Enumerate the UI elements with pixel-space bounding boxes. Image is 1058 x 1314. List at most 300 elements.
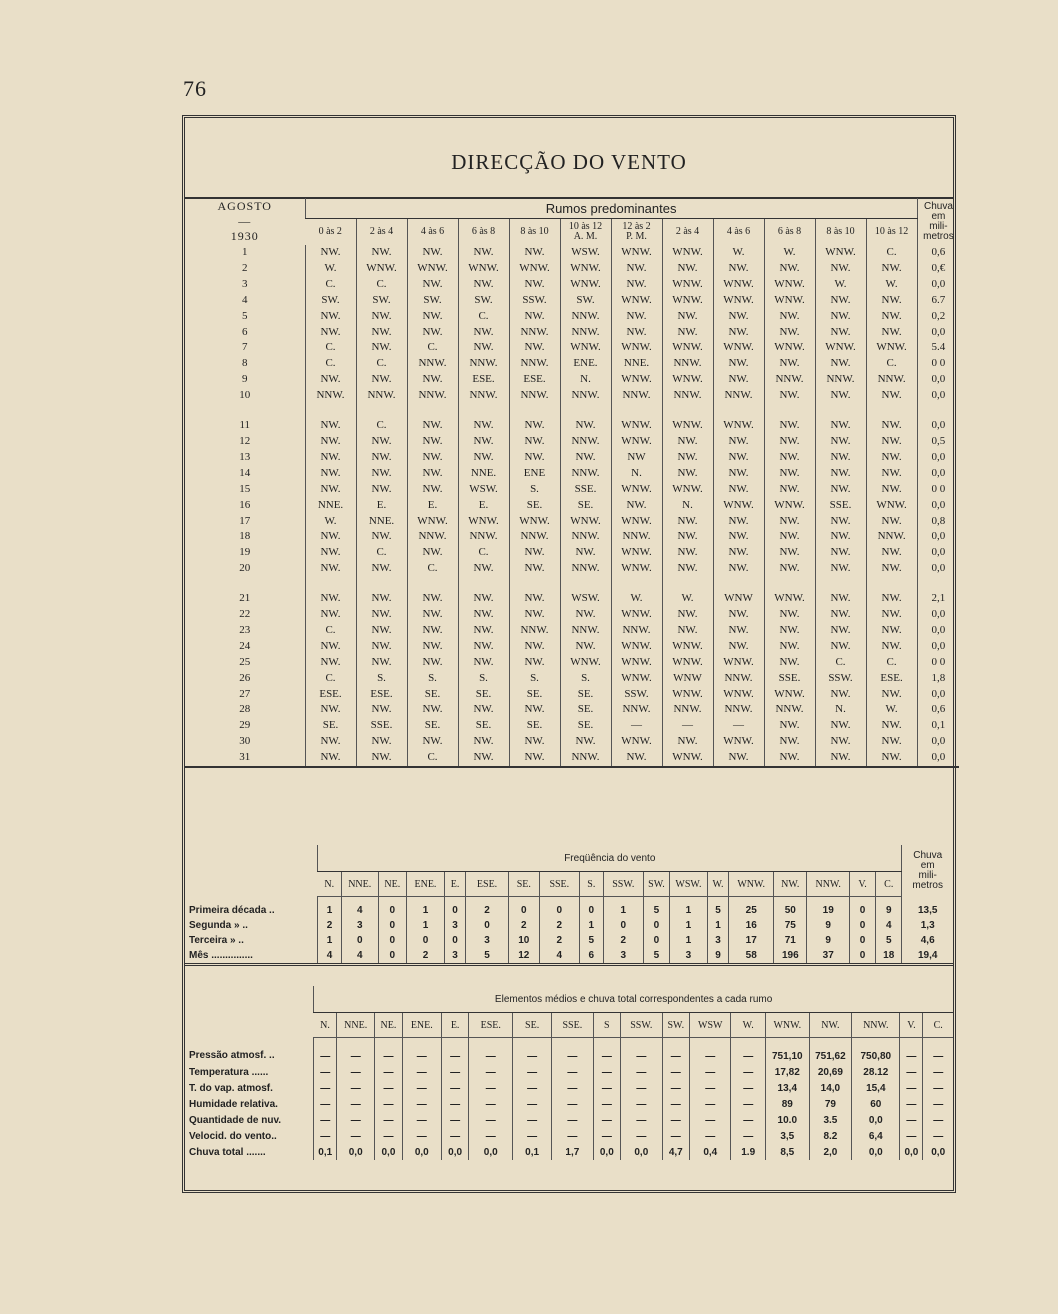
wind-cell: NW. (815, 418, 866, 434)
wind-cell: NW. (305, 450, 356, 466)
direction-header: WNW. (729, 872, 774, 897)
wind-cell: NW. (407, 450, 458, 466)
period-header (662, 219, 713, 246)
wind-cell: NW. (866, 750, 917, 767)
wind-cell: NW. (866, 293, 917, 309)
elements-cell: — (923, 1080, 953, 1096)
day-cell: 26 (239, 671, 251, 684)
gap-cell (458, 577, 509, 591)
row-label: Segunda » .. (189, 920, 248, 931)
day-cell: 1 (242, 246, 248, 258)
wind-cell: NW. (713, 514, 764, 530)
period-header-line: 0 às 2 (318, 226, 342, 237)
wind-cell: WNW. (764, 498, 815, 514)
wind-cell: NW. (662, 623, 713, 639)
elements-cell: — (469, 1080, 513, 1096)
frequency-table (185, 845, 953, 966)
rain-cell: 0,0 (917, 418, 959, 434)
wind-cell: NW. (356, 245, 407, 261)
wind-cell: WNW. (815, 245, 866, 261)
wind-cell: NW. (305, 561, 356, 577)
month-label: AGOSTO (217, 199, 272, 213)
wind-cell: NW. (356, 466, 407, 482)
elements-cell: — (731, 1080, 765, 1096)
wind-cell: SSE. (560, 482, 611, 498)
gap-cell (764, 404, 815, 418)
wind-cell: WNW. (560, 340, 611, 356)
elements-cell: 10.0 (765, 1112, 809, 1128)
table-row (185, 623, 959, 639)
wind-cell: WNW. (611, 434, 662, 450)
direction-header: SE. (513, 1013, 552, 1038)
day-cell: 19 (239, 546, 251, 559)
frequency-cell: 0 (444, 933, 465, 948)
wind-cell: E. (458, 498, 509, 514)
elements-cell: — (662, 1112, 690, 1128)
day-cell: 28 (239, 703, 251, 716)
wind-cell: NW. (764, 545, 815, 561)
day-cell: 7 (242, 341, 248, 354)
wind-cell: WNW. (713, 687, 764, 703)
gap-cell (356, 404, 407, 418)
wind-cell: NW. (458, 639, 509, 655)
wind-cell: SW. (458, 293, 509, 309)
wind-cell: S. (356, 671, 407, 687)
wind-cell: WNW. (611, 545, 662, 561)
wind-cell: NW. (815, 325, 866, 341)
row-label: Pressão atmosf. .. (189, 1050, 275, 1062)
wind-cell: NNW. (611, 529, 662, 545)
wind-cell: NW. (305, 245, 356, 261)
direction-header: E. (441, 1013, 469, 1038)
rain-cell: 0,5 (917, 434, 959, 450)
wind-cell: C. (356, 418, 407, 434)
title-row (185, 118, 953, 199)
wind-cell: NNW. (458, 529, 509, 545)
rain-cell: 0,0 (917, 388, 959, 404)
wind-cell: NW. (458, 607, 509, 623)
elements-cell: — (314, 1112, 337, 1128)
elements-cell: 1,7 (552, 1144, 593, 1160)
wind-cell: WNW. (662, 245, 713, 261)
elements-cell: 28.12 (852, 1064, 900, 1080)
wind-cell: NW. (764, 418, 815, 434)
wind-cell: SSE. (815, 498, 866, 514)
wind-cell: NW. (458, 561, 509, 577)
direction-header: NE. (375, 1013, 403, 1038)
wind-cell: NW. (458, 434, 509, 450)
wind-cell: WNW. (662, 372, 713, 388)
rain-cell: 1,8 (917, 671, 959, 687)
wind-cell: NNW. (509, 356, 560, 372)
wind-cell: NW. (662, 734, 713, 750)
frequency-cell: 1 (669, 897, 707, 919)
wind-cell: SE. (458, 687, 509, 703)
wind-cell: NW. (815, 434, 866, 450)
decade-gap (185, 404, 959, 418)
wind-cell: NW. (866, 718, 917, 734)
wind-cell: NW. (815, 561, 866, 577)
frequency-cell: 16 (729, 918, 774, 933)
table-row (185, 655, 959, 671)
rain-cell: 5.4 (917, 340, 959, 356)
row-label: Primeira década .. (189, 904, 275, 916)
direction-header: ESE. (466, 872, 509, 897)
wind-cell: NW. (662, 309, 713, 325)
frequency-cell: 0 (407, 933, 445, 948)
wind-cell: NW. (356, 591, 407, 607)
elements-cell: 14,0 (809, 1080, 852, 1096)
elements-cell: — (593, 1128, 621, 1144)
elements-cell: — (552, 1096, 593, 1112)
wind-cell: NW. (356, 340, 407, 356)
wind-cell: NW. (764, 325, 815, 341)
row-label: Humidade relativa. (189, 1098, 278, 1110)
wind-cell: NW. (662, 561, 713, 577)
wind-cell: NW. (356, 734, 407, 750)
elements-cell: — (621, 1128, 662, 1144)
gap-cell (407, 577, 458, 591)
wind-cell: NW. (560, 450, 611, 466)
rain-cell: 0,0 (917, 372, 959, 388)
rain-cell: 0,8 (917, 514, 959, 530)
frequency-title: Freqüência do vento (318, 845, 902, 872)
elements-cell: — (900, 1080, 923, 1096)
wind-cell: NW. (815, 607, 866, 623)
wind-cell: WNW. (356, 261, 407, 277)
wind-cell: NW. (866, 561, 917, 577)
gap-cell (713, 577, 764, 591)
wind-cell: WNW. (713, 293, 764, 309)
wind-cell: NW. (815, 734, 866, 750)
wind-cell: ESE. (866, 671, 917, 687)
direction-header: NNE. (337, 1013, 375, 1038)
elements-cell: — (402, 1038, 441, 1065)
wind-cell: C. (458, 545, 509, 561)
wind-cell: NW. (305, 591, 356, 607)
wind-cell: NW. (509, 639, 560, 655)
frequency-cell: 1 (318, 897, 342, 919)
wind-cell: NW. (356, 309, 407, 325)
day-cell: 5 (242, 309, 248, 322)
wind-cell: NW. (764, 639, 815, 655)
frequency-cell: 4 (341, 948, 378, 965)
rain-header-line: mili- (918, 869, 937, 881)
table-row (185, 529, 959, 545)
direction-header: SW. (643, 872, 669, 897)
wind-cell: S. (407, 671, 458, 687)
frequency-cell: 0 (378, 918, 406, 933)
elements-cell: — (662, 1064, 690, 1080)
wind-cell: NW. (815, 639, 866, 655)
frequency-cell: 3 (341, 918, 378, 933)
wind-cell: SSE. (356, 718, 407, 734)
wind-cell: ESE. (305, 687, 356, 703)
rain-cell: 0,6 (917, 702, 959, 718)
wind-cell: NW. (560, 545, 611, 561)
gap-cell (356, 577, 407, 591)
day-cell: 16 (239, 498, 251, 511)
wind-cell: WNW. (662, 687, 713, 703)
direction-header: ESE. (469, 1013, 513, 1038)
wind-cell: C. (815, 655, 866, 671)
rain-cell: 0,1 (917, 718, 959, 734)
period-header-line: 10 às 12 (568, 221, 603, 232)
wind-cell: SSW. (815, 671, 866, 687)
wind-cell: W. (764, 245, 815, 261)
year-label: 1930 (230, 229, 259, 243)
wind-cell: NW. (662, 466, 713, 482)
wind-cell: NW. (866, 687, 917, 703)
wind-cell: W. (866, 702, 917, 718)
elements-cell: — (731, 1112, 765, 1128)
wind-cell: NW. (407, 418, 458, 434)
wind-cell: NW. (305, 466, 356, 482)
wind-cell: WNW. (458, 261, 509, 277)
day-cell: 3 (242, 277, 248, 290)
elements-cell: 17,82 (765, 1064, 809, 1080)
elements-cell: — (375, 1112, 403, 1128)
gap-cell (305, 404, 356, 418)
gap-cell (815, 577, 866, 591)
frequency-cell: 3 (466, 933, 509, 948)
wind-cell: SE. (407, 687, 458, 703)
rain-header-line: metros (923, 230, 954, 242)
wind-cell: NW. (866, 261, 917, 277)
wind-cell: NW. (662, 261, 713, 277)
wind-cell: NW. (866, 607, 917, 623)
wind-cell: WNW (713, 591, 764, 607)
wind-cell: NW. (764, 623, 815, 639)
wind-cell: C. (866, 356, 917, 372)
rain-cell: 0 0 (917, 356, 959, 372)
table-row (185, 545, 959, 561)
wind-cell: NW. (866, 545, 917, 561)
day-cell: 30 (239, 735, 251, 748)
elements-cell: — (552, 1038, 593, 1065)
elements-cell: — (402, 1112, 441, 1128)
elements-cell: — (552, 1128, 593, 1144)
wind-cell: NW. (713, 434, 764, 450)
elements-cell: — (402, 1128, 441, 1144)
wind-cell: NW. (458, 418, 509, 434)
frequency-cell: 2 (508, 918, 539, 933)
elements-row (185, 1064, 953, 1080)
wind-cell: WNW. (866, 340, 917, 356)
wind-cell: WNW. (458, 514, 509, 530)
elements-cell: — (621, 1112, 662, 1128)
elements-cell: — (923, 1112, 953, 1128)
wind-cell: NW. (458, 734, 509, 750)
wind-cell: NW. (407, 655, 458, 671)
elements-cell: — (731, 1064, 765, 1080)
elements-cell: — (375, 1080, 403, 1096)
table-row (185, 372, 959, 388)
frequency-cell: 2 (407, 948, 445, 965)
wind-cell: NNE. (305, 498, 356, 514)
wind-cell: SE. (407, 718, 458, 734)
wind-cell: NW. (458, 340, 509, 356)
wind-cell: NW. (815, 450, 866, 466)
wind-cell: WNW. (662, 750, 713, 767)
elements-row (185, 1144, 953, 1160)
wind-cell: NNE. (356, 514, 407, 530)
direction-header: NNW. (807, 872, 850, 897)
table-row (185, 356, 959, 372)
gap-cell (866, 404, 917, 418)
wind-cell: ESE. (458, 372, 509, 388)
elements-cell: — (900, 1112, 923, 1128)
period-header (713, 219, 764, 246)
wind-cell: NW. (611, 750, 662, 767)
wind-cell: WSW. (560, 591, 611, 607)
wind-cell: NNW. (560, 388, 611, 404)
wind-cell: WNW. (713, 340, 764, 356)
wind-cell: WNW. (509, 514, 560, 530)
elements-cell: — (690, 1080, 731, 1096)
frequency-cell: 1 (603, 897, 643, 919)
wind-cell: WNW. (611, 561, 662, 577)
elements-cell: — (690, 1064, 731, 1080)
row-label: T. do vap. atmosf. (189, 1082, 273, 1094)
elements-cell: — (513, 1128, 552, 1144)
table-row (185, 514, 959, 530)
wind-cell: E. (356, 498, 407, 514)
wind-cell: WNW. (611, 639, 662, 655)
frequency-cell: 17 (729, 933, 774, 948)
frequency-cell: 0 (643, 933, 669, 948)
wind-cell: NNW. (509, 388, 560, 404)
elements-cell: 0,0 (375, 1144, 403, 1160)
wind-cell: NNW. (560, 325, 611, 341)
elements-cell: — (621, 1080, 662, 1096)
elements-cell: — (513, 1080, 552, 1096)
wind-cell: S. (560, 671, 611, 687)
wind-cell: NW. (866, 482, 917, 498)
wind-cell: NW. (407, 325, 458, 341)
wind-cell: NNW. (407, 356, 458, 372)
day-cell: 13 (239, 450, 251, 463)
frequency-cell: 0 (850, 933, 876, 948)
frequency-corner (185, 845, 318, 897)
rain-header-line: em (920, 859, 935, 871)
day-cell: 22 (239, 608, 251, 621)
rain-header-line: Chuva (923, 200, 953, 212)
gap-cell (407, 404, 458, 418)
wind-cell: WNW. (611, 655, 662, 671)
frequency-cell: 0 (378, 897, 406, 919)
wind-cell: C. (458, 309, 509, 325)
wind-cell: WNW. (764, 340, 815, 356)
wind-cell: NW. (764, 482, 815, 498)
frequency-cell: 9 (807, 918, 850, 933)
wind-cell: NW. (866, 450, 917, 466)
wind-cell: NW. (866, 623, 917, 639)
period-header-line: 4 às 6 (420, 226, 445, 237)
wind-cell: NW. (764, 466, 815, 482)
wind-cell: NW. (764, 607, 815, 623)
month-header (185, 198, 305, 245)
frequency-cell: 3 (669, 948, 707, 965)
wind-cell: NW. (356, 639, 407, 655)
wind-cell: NW. (560, 607, 611, 623)
wind-cell: NW. (407, 434, 458, 450)
row-label: Chuva total ....... (189, 1146, 266, 1158)
wind-cell: W. (611, 591, 662, 607)
elements-cell: 0,0 (593, 1144, 621, 1160)
elements-cell: 0,0 (852, 1144, 900, 1160)
wind-cell: NW. (407, 734, 458, 750)
wind-cell: NW. (305, 655, 356, 671)
wind-cell: C. (407, 561, 458, 577)
wind-cell: NW. (662, 434, 713, 450)
day-cell: 29 (239, 719, 251, 732)
frequency-cell: 5 (643, 948, 669, 965)
wind-cell: C. (305, 623, 356, 639)
frequency-cell: 19 (807, 897, 850, 919)
wind-cell: — (662, 718, 713, 734)
direction-header: ENE. (407, 872, 445, 897)
wind-cell: NW. (764, 734, 815, 750)
elements-cell: — (731, 1128, 765, 1144)
wind-cell: WNW. (866, 498, 917, 514)
elements-cell: 0,0 (852, 1112, 900, 1128)
wind-cell: WNW. (662, 639, 713, 655)
wind-cell: NW. (407, 309, 458, 325)
wind-cell: NW. (815, 545, 866, 561)
wind-cell: NW. (611, 277, 662, 293)
wind-cell: NW. (764, 309, 815, 325)
wind-cell: NW. (458, 655, 509, 671)
wind-cell: NW. (611, 325, 662, 341)
wind-cell: NW. (356, 655, 407, 671)
frequency-cell: 1 (579, 918, 603, 933)
elements-cell: 750,80 (852, 1038, 900, 1065)
wind-cell: NW. (509, 702, 560, 718)
rain-cell: 2,1 (917, 591, 959, 607)
wind-cell: N. (815, 702, 866, 718)
wind-cell: NNW. (305, 388, 356, 404)
wind-cell: WNW. (560, 277, 611, 293)
wind-cell: NW. (356, 607, 407, 623)
direction-header: SE. (508, 872, 539, 897)
wind-cell: WNW. (611, 245, 662, 261)
wind-cell: NW. (305, 309, 356, 325)
direction-header: SSE. (539, 872, 579, 897)
direction-header: ENE. (402, 1013, 441, 1038)
frequency-cell: 0 (850, 918, 876, 933)
wind-cell: C. (866, 245, 917, 261)
elements-cell: — (375, 1096, 403, 1112)
elements-cell: — (441, 1128, 469, 1144)
wind-cell: WNW. (764, 293, 815, 309)
elements-cell: 0,0 (402, 1144, 441, 1160)
wind-cell: SW. (407, 293, 458, 309)
direction-header: S. (579, 872, 603, 897)
month-dash: — (238, 214, 252, 228)
wind-cell: E. (407, 498, 458, 514)
day-cell: 17 (239, 514, 251, 527)
page-number: 76 (183, 76, 207, 101)
frequency-rain-cell: 4,6 (902, 933, 953, 948)
day-cell: 12 (239, 434, 251, 447)
wind-cell: NW. (407, 482, 458, 498)
rain-cell: 0,0 (917, 623, 959, 639)
frequency-cell: 1 (669, 933, 707, 948)
row-label: Quantidade de nuv. (189, 1114, 282, 1126)
table-row (185, 687, 959, 703)
wind-cell: NW. (662, 514, 713, 530)
